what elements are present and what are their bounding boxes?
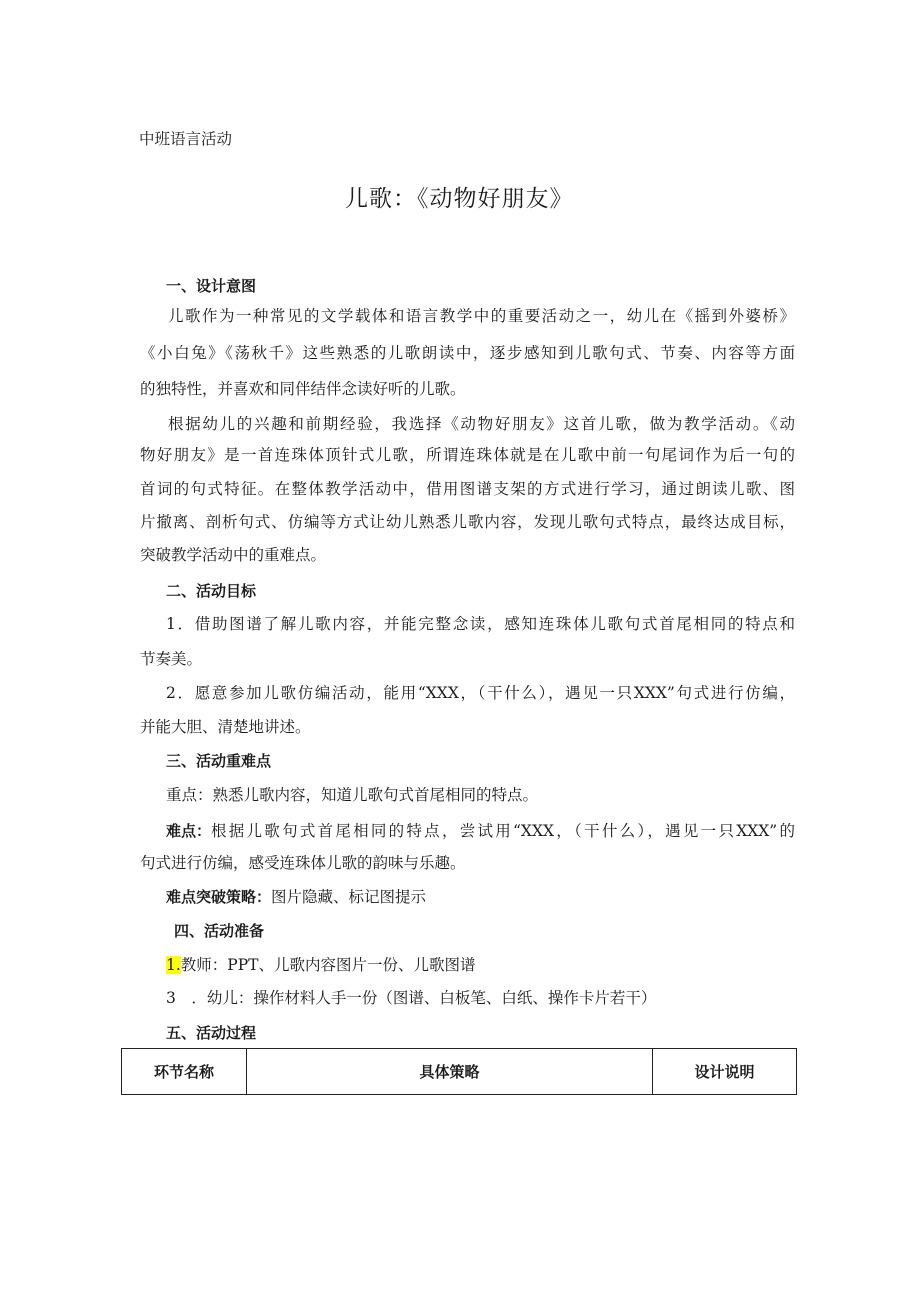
section-heading-design-intent: 一、设计意图 bbox=[166, 277, 257, 295]
paragraph-line: 的独特性，并喜欢和同伴结伴念读好听的儿歌。 bbox=[140, 380, 466, 398]
paragraph-line: 首词的句式特征。在整体教学活动中，借用图谱支架的方式进行学习，通过朗读儿歌、图 bbox=[140, 480, 795, 498]
section-heading-goals: 二、活动目标 bbox=[166, 582, 257, 600]
paragraph-line: 物好朋友》是一首连珠体顶针式儿歌，所谓连珠体就是在儿歌中前一句尾词作为后一句的 bbox=[140, 446, 795, 464]
process-table bbox=[121, 1048, 797, 1095]
preparation-item-text: 教师：PPT、儿歌内容图片一份、儿歌图谱 bbox=[180, 956, 476, 974]
goal-line: 节奏美。 bbox=[140, 650, 203, 668]
strategy-label: 难点突破策略： bbox=[166, 888, 272, 906]
table-header-row bbox=[122, 1049, 797, 1095]
paragraph-line: 根据幼儿的兴趣和前期经验，我选择《动物好朋友》这首儿歌，做为教学活动。《动 bbox=[168, 415, 795, 433]
table-header-notes: 设计说明 bbox=[653, 1049, 797, 1095]
goal-line: 并能大胆、清楚地讲述。 bbox=[140, 718, 311, 736]
paragraph-line: 儿歌作为一种常见的文学载体和语言教学中的重要活动之一，幼儿在《摇到外婆桥》 bbox=[168, 307, 795, 325]
preparation-item-children: 3 ．幼儿：操作材料人手一份（图谱、白板笔、白纸、操作卡片若干） bbox=[166, 989, 657, 1007]
section-heading-key-points: 三、活动重难点 bbox=[166, 752, 272, 770]
paragraph-line: 《小白兔》《荡秋千》这些熟悉的儿歌朗读中，逐步感知到儿歌句式、节奏、内容等方面 bbox=[140, 344, 795, 362]
difficulty-line bbox=[166, 820, 795, 841]
section-heading-preparation: 四、活动准备 bbox=[174, 922, 265, 940]
difficulty-label: 难点： bbox=[166, 822, 212, 840]
paragraph-line: 片撤离、剖析句式、仿编等方式让幼儿熟悉儿歌内容，发现儿歌句式特点，最终达成目标， bbox=[140, 513, 795, 531]
preparation-item-number: 1. bbox=[166, 956, 181, 974]
section-heading-process: 五、活动过程 bbox=[166, 1024, 257, 1042]
difficulty-line: 句式进行仿编，感受连珠体儿歌的韵味与乐趣。 bbox=[140, 854, 466, 872]
difficulty-text: 根据儿歌句式首尾相同的特点，尝试用“XXX，（干什么），遇见一只XXX”的 bbox=[211, 822, 795, 840]
strategy-text: 图片隐藏、标记图提示 bbox=[271, 888, 427, 906]
preparation-item-teacher bbox=[166, 955, 476, 975]
table-header-strategy: 具体策略 bbox=[247, 1049, 653, 1095]
goal-line: 1．借助图谱了解儿歌内容，并能完整念读，感知连珠体儿歌句式首尾相同的特点和 bbox=[166, 615, 795, 633]
goal-line: 2．愿意参加儿歌仿编活动，能用“XXX，（干什么），遇见一只XXX”句式进行仿编， bbox=[166, 684, 795, 702]
paragraph-line: 突破教学活动中的重难点。 bbox=[140, 546, 327, 564]
key-point-line: 重点：熟悉儿歌内容，知道儿歌句式首尾相同的特点。 bbox=[166, 786, 539, 804]
table-header-stage: 环节名称 bbox=[122, 1049, 247, 1095]
activity-category: 中班语言活动 bbox=[139, 130, 233, 148]
page-title: 儿歌：《动物好朋友》 bbox=[345, 186, 574, 212]
strategy-line bbox=[166, 886, 426, 907]
